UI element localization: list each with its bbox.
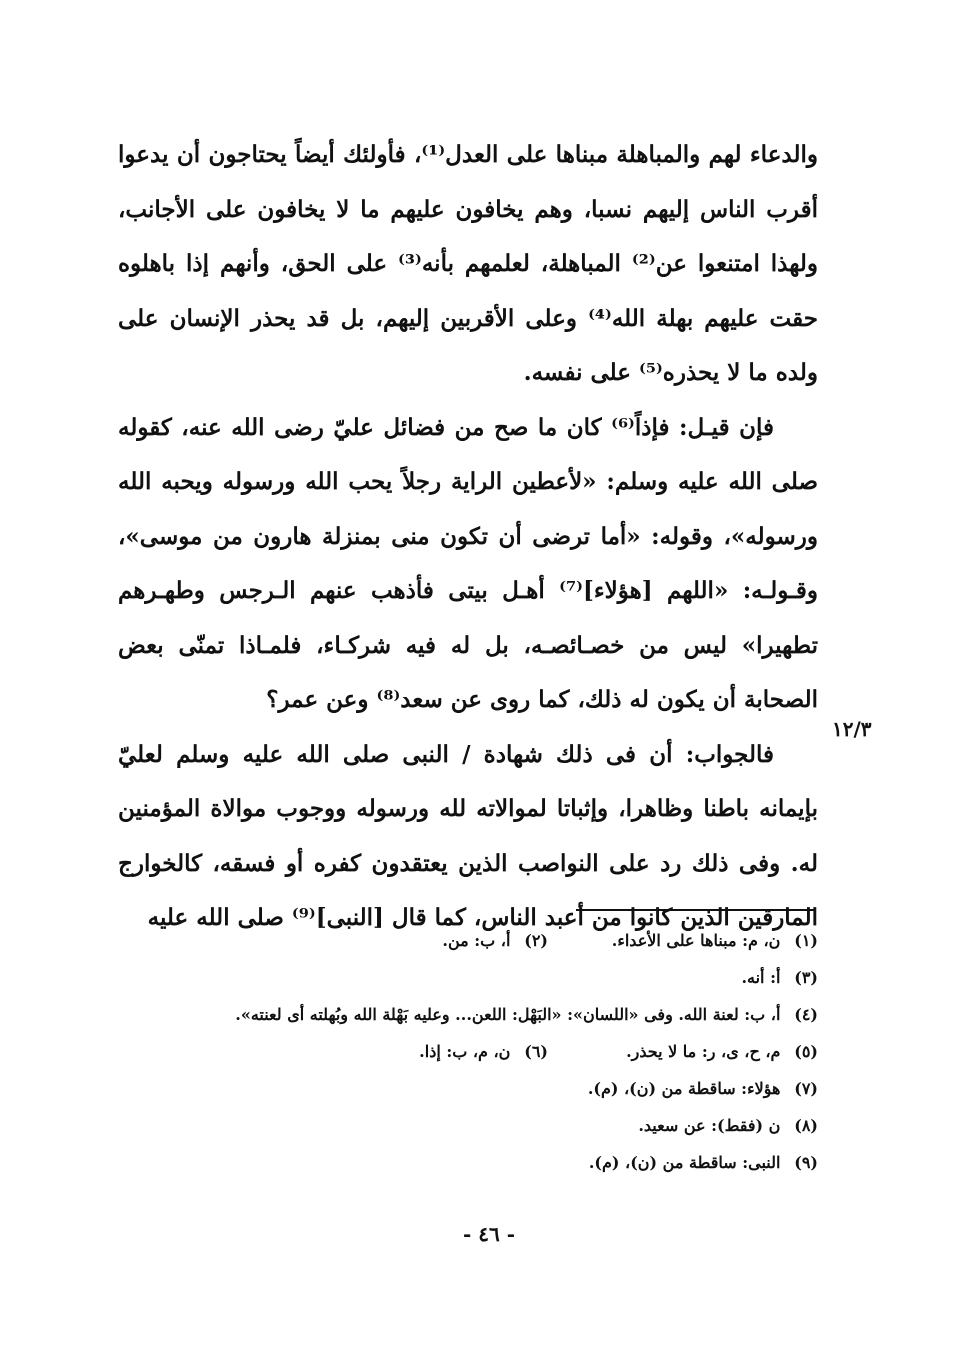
footnote-number: (٨) <box>794 1116 818 1135</box>
footnote-text: هؤلاء: ساقطة من (ن)، (م). <box>587 1079 781 1098</box>
margin-reference: ١٢/٣ <box>832 717 872 741</box>
footnote-4 <box>235 996 818 1033</box>
footnote-number: (٢) <box>524 931 548 950</box>
footnotes <box>110 922 818 1181</box>
footnote-text: أ، ب: لعنة الله. وفى «اللسان»: «البَهْل: اللعن... وعليه بَهْلة الله وبُهلته أى لعنته». <box>235 1005 781 1024</box>
footnote-row <box>110 922 818 959</box>
footnote-number: (٣) <box>794 968 818 987</box>
footnote-number: (٥) <box>794 1042 818 1061</box>
footnote-number: (٦) <box>524 1042 548 1061</box>
footnote-5 <box>548 1033 818 1070</box>
footnote-divider <box>576 909 816 911</box>
footnote-text: ن، م، ب: إذا. <box>419 1042 511 1061</box>
footnote-number: (١) <box>794 931 818 950</box>
footnote-text: النبى: ساقطة من (ن)، (م). <box>588 1153 781 1172</box>
footnote-9 <box>589 1144 818 1181</box>
footnote-number: (٧) <box>794 1079 818 1098</box>
footnote-text: ن، م: مبناها على الأعداء. <box>611 931 781 950</box>
footnote-text: ن (فقط): عن سعيد. <box>638 1116 781 1135</box>
footnote-row <box>110 996 818 1033</box>
footnote-row <box>110 959 818 996</box>
footnote-8 <box>638 1107 818 1144</box>
footnote-row <box>110 1107 818 1144</box>
paragraph-2: فإن قيـل: فإذاً⁽⁶⁾ كان ما صح من فضائل عليّ رضى الله عنه، كقوله صلى الله عليه وسلم: «لأعطين الراية رجلاً يحب الله ورسوله ويحبه الله ورسوله»، وقوله: «أما ترضى أن تكون منى بمنزلة هارون من موسى»، وقـولـه: «اللهم [هؤلاء]⁽⁷⁾ أهـل بيتى فأذهب عنهم الـرجس وطهـرهم تطهيرا» ليس من خصـائصـه، بل له فيه شركـاء، فلمـاذا تمنّى بعض الصحابة أن يكون له ذلك، كما روى عن سعد⁽⁸⁾ وعن عمر؟ <box>118 413 818 713</box>
footnote-7 <box>588 1070 818 1107</box>
footnote-row <box>110 1144 818 1181</box>
footnote-text: أ: أنه. <box>741 968 781 987</box>
footnote-number: (٤) <box>794 1005 818 1024</box>
footnote-text: أ، ب: من. <box>442 931 511 950</box>
footnote-text: م، ح، ى، ر: ما لا يحذر. <box>626 1042 781 1061</box>
paragraph-1: والدعاء لهم والمباهلة مبناها على العدل⁽¹⁾، فأولئك أيضاً يحتاجون أن يدعوا أقرب الناس إليهم نسبا، وهم يخافون عليهم ما لا يخافون على الأجانب، ولهذا امتنعوا عن⁽²⁾ المباهلة، لعلمهم بأنه⁽³⁾ على الحق، وأنهم إذا باهلوه حقت عليهم بهلة الله⁽⁴⁾ وعلى الأقربين إليهم، بل قد يحذر الإنسان على ولده ما لا يحذره⁽⁵⁾ على نفسه. <box>118 141 818 386</box>
footnote-row <box>110 1033 818 1070</box>
footnote-2 <box>442 922 548 959</box>
footnote-6 <box>419 1033 548 1070</box>
paragraph-3: فالجواب: أن فى ذلك شهادة / النبى صلى الله عليه وسلم لعليّ بإيمانه باطنا وظاهرا، وإثباتا لموالاته لله ورسوله ووجوب موالاة المؤمنين له. وفى ذلك رد على النواصب الذين يعتقدون كفره أو فسقه، كالخوارج المارقين الذين كانوا من أعبد الناس، كما قال [النبى]⁽⁹⁾ صلى الله عليه <box>118 740 818 931</box>
footnote-number: (٩) <box>794 1153 818 1172</box>
main-text <box>118 128 818 946</box>
footnote-1 <box>548 922 818 959</box>
footnote-row <box>110 1070 818 1107</box>
page-number: - ٤٦ - <box>462 1222 515 1246</box>
footnote-3 <box>741 959 818 996</box>
